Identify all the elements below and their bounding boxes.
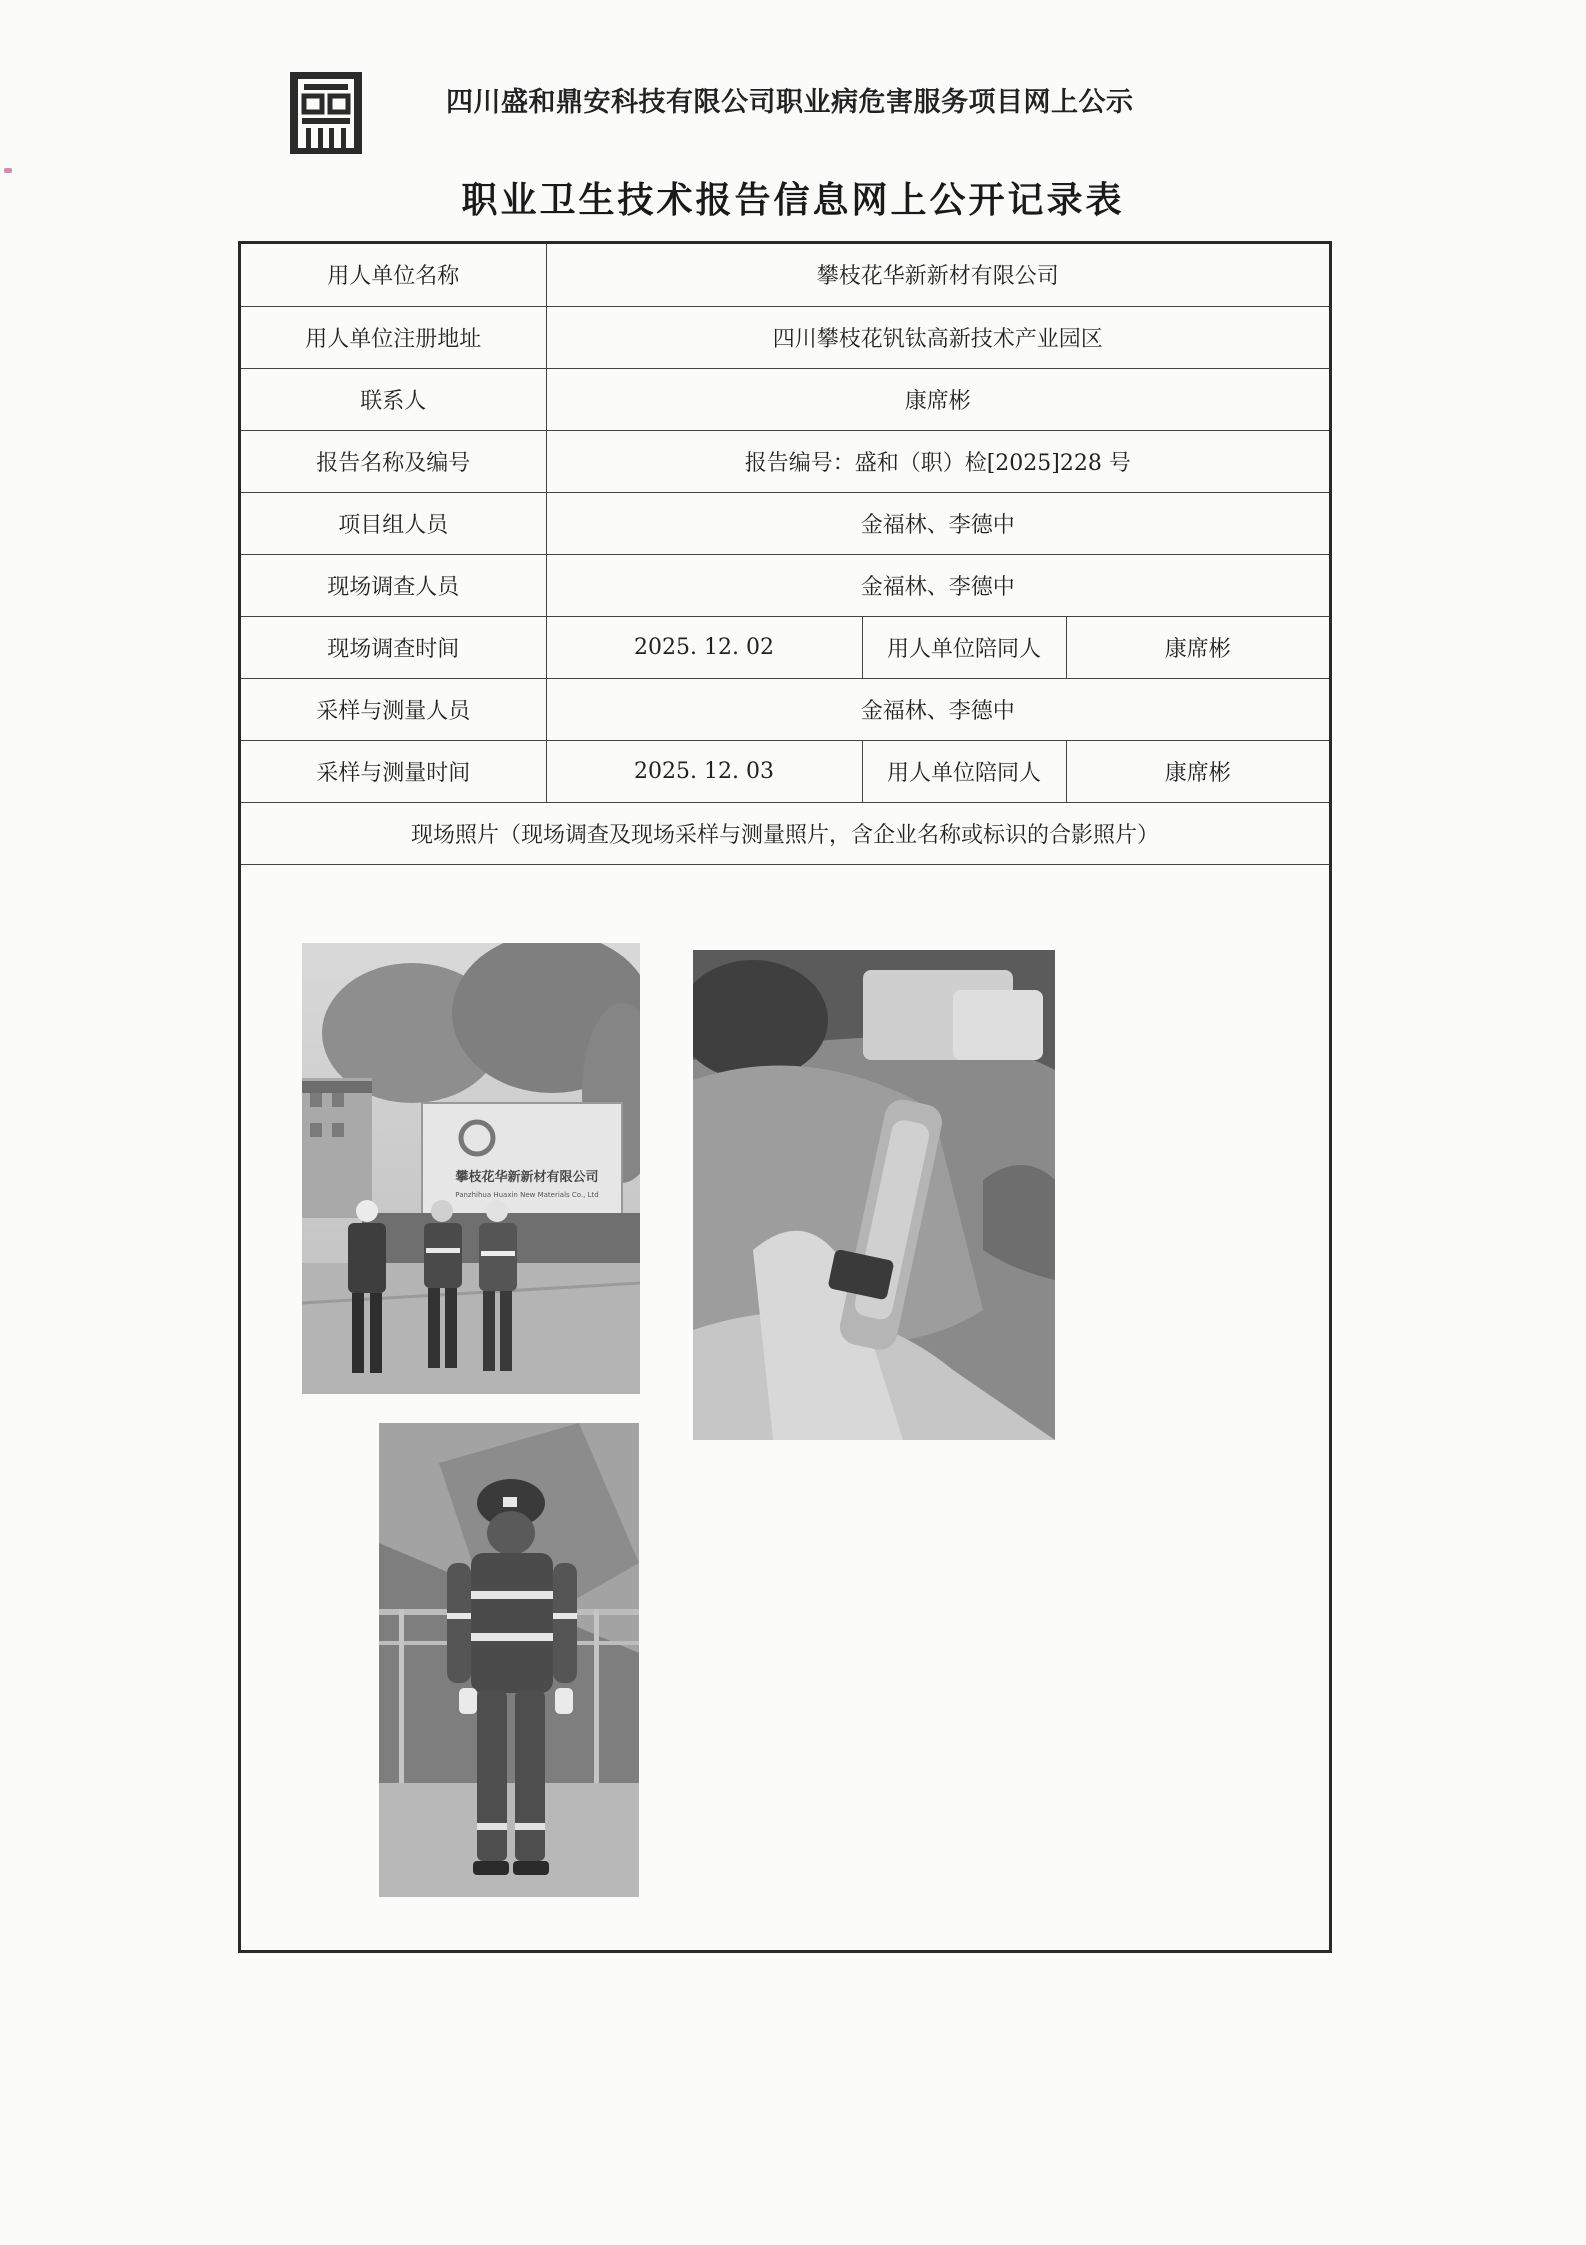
- table-row: [241, 678, 1329, 740]
- sign-text: 攀枝花华新新材有限公司: [455, 1169, 599, 1185]
- team-value: 金福林、李德中: [546, 492, 1329, 554]
- contact-label: 联系人: [241, 368, 546, 430]
- sampling-time-value: 2025. 12. 03: [546, 740, 862, 802]
- table-row: [241, 554, 1329, 616]
- employer-name-value: 攀枝花华新新材有限公司: [546, 244, 1329, 306]
- survey-escort-value: 康席彬: [1066, 616, 1329, 678]
- address-value: 四川攀枝花钒钛高新技术产业园区: [546, 306, 1329, 368]
- group-photo-at-company-sign: [302, 943, 640, 1394]
- document-title: 职业卫生技术报告信息网上公开记录表: [461, 180, 1125, 221]
- team-label: 项目组人员: [241, 492, 546, 554]
- table-row: [241, 740, 1329, 802]
- table-row: [241, 802, 1329, 864]
- survey-time-label: 现场调查时间: [241, 616, 546, 678]
- sign-text-en: Panzhihua Huaxin New Materials Co., Ltd: [455, 1190, 599, 1199]
- survey-escort-label: 用人单位陪同人: [862, 616, 1066, 678]
- table-row: [241, 430, 1329, 492]
- sampling-escort-value: 康席彬: [1066, 740, 1329, 802]
- table-row: [241, 492, 1329, 554]
- report-value: 报告编号：盛和（职）检[2025]228 号: [546, 430, 1329, 492]
- sampling-escort-label: 用人单位陪同人: [862, 740, 1066, 802]
- sampling-time-label: 采样与测量时间: [241, 740, 546, 802]
- record-form: [238, 241, 1332, 1953]
- worker-ppe-photo: [379, 1423, 639, 1897]
- company-logo: [288, 70, 364, 156]
- info-table: [241, 244, 1329, 865]
- report-label: 报告名称及编号: [241, 430, 546, 492]
- table-row: [241, 368, 1329, 430]
- sampling-staff-value: 金福林、李德中: [546, 678, 1329, 740]
- sampling-staff-label: 采样与测量人员: [241, 678, 546, 740]
- table-row: [241, 244, 1329, 306]
- address-label: 用人单位注册地址: [241, 306, 546, 368]
- contact-value: 康席彬: [546, 368, 1329, 430]
- survey-staff-value: 金福林、李德中: [546, 554, 1329, 616]
- company-header-line: 四川盛和鼎安科技有限公司职业病危害服务项目网上公示: [446, 87, 1134, 118]
- measurement-device-photo: [693, 950, 1055, 1440]
- survey-staff-label: 现场调查人员: [241, 554, 546, 616]
- survey-time-value: 2025. 12. 02: [546, 616, 862, 678]
- employer-name-label: 用人单位名称: [241, 244, 546, 306]
- table-row: [241, 616, 1329, 678]
- photos-caption: 现场照片（现场调查及现场采样与测量照片，含企业名称或标识的合影照片）: [241, 802, 1329, 864]
- table-row: [241, 306, 1329, 368]
